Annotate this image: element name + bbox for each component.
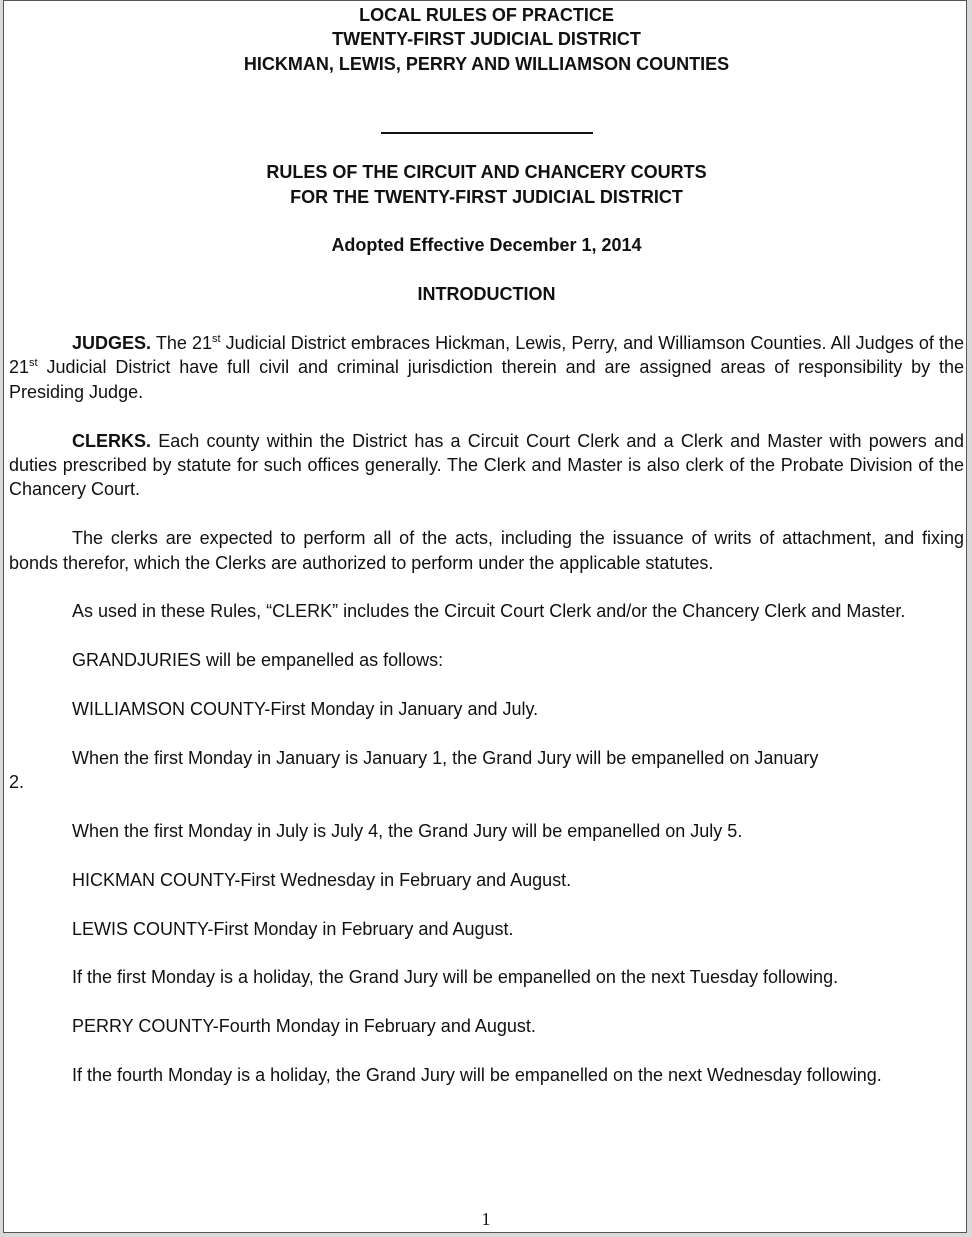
january-rule-text: When the first Monday in January is January 1, the Grand Jury will be empanelled on January [72,747,819,768]
judges-sup-1: st [211,333,221,346]
judges-text-1: The 21 [151,333,212,354]
page-number: 1 [481,1209,491,1229]
judges-text-3: Judicial District have full civil and criminal jurisdiction therein and are assigned areas of responsibility by the Presiding Judge. [9,357,964,402]
hickman-paragraph: HICKMAN COUNTY-First Wednesday in February and August. [72,869,572,890]
judges-label: JUDGES. [72,333,152,354]
clerk-definition-paragraph: As used in these Rules, “CLERK” includes the Circuit Court Clerk and/or the Chancery Clerk and Master. [72,601,906,622]
subtitle-line-2: FOR THE TWENTY-FIRST JUDICIAL DISTRICT [290,186,683,207]
judges-paragraph [9,331,964,404]
williamson-paragraph: WILLIAMSON COUNTY-First Monday in January and July. [72,699,539,720]
clerks-expected-paragraph: The clerks are expected to perform all of the acts, including the issuance of writs of attachment, and fixing bonds therefor, which the Clerks are authorized to perform under the applicable statutes. [9,528,964,573]
clerks-text: Each county within the District has a Circuit Court Clerk and a Clerk and Master with powers and duties prescribed by statute for such offices generally. The Clerk and Master is also clerk of the Probate Division of the Chancery Court. [9,430,964,500]
perry-holiday-paragraph: If the fourth Monday is a holiday, the Grand Jury will be empanelled on the next Wednesday following. [72,1065,882,1086]
header-line-1: LOCAL RULES OF PRACTICE [359,5,614,25]
grandjuries-paragraph: GRANDJURIES will be empanelled as follows: [72,650,444,671]
january-rule-number: 2. [9,772,25,793]
lewis-paragraph: LEWIS COUNTY-First Monday in February and August. [72,918,514,939]
section-heading: INTRODUCTION [417,284,556,305]
lewis-holiday-paragraph: If the first Monday is a holiday, the Grand Jury will be empanelled on the next Tuesday following. [72,967,839,988]
july-rule-paragraph: When the first Monday in July is July 4, the Grand Jury will be empanelled on July 5. [72,821,743,842]
header-line-3: HICKMAN, LEWIS, PERRY AND WILLIAMSON COUNTIES [243,53,730,74]
judges-sup-2: st [29,357,38,370]
perry-paragraph: PERRY COUNTY-Fourth Monday in February and August. [72,1016,536,1037]
adopted-date: Adopted Effective December 1, 2014 [331,235,642,256]
header-line-2: TWENTY-FIRST JUDICIAL DISTRICT [332,29,641,50]
subtitle-line-1: RULES OF THE CIRCUIT AND CHANCERY COURTS [266,162,707,183]
clerks-label: CLERKS. [72,430,152,451]
document-page [3,0,967,1233]
january-rule-paragraph [9,746,964,795]
document-body [9,3,964,1087]
clerks-paragraph [9,429,964,502]
judges-text-2: Judicial District embraces Hickman, Lewis, Perry, and Williamson Counties. All Judges of the 21 [9,333,964,378]
